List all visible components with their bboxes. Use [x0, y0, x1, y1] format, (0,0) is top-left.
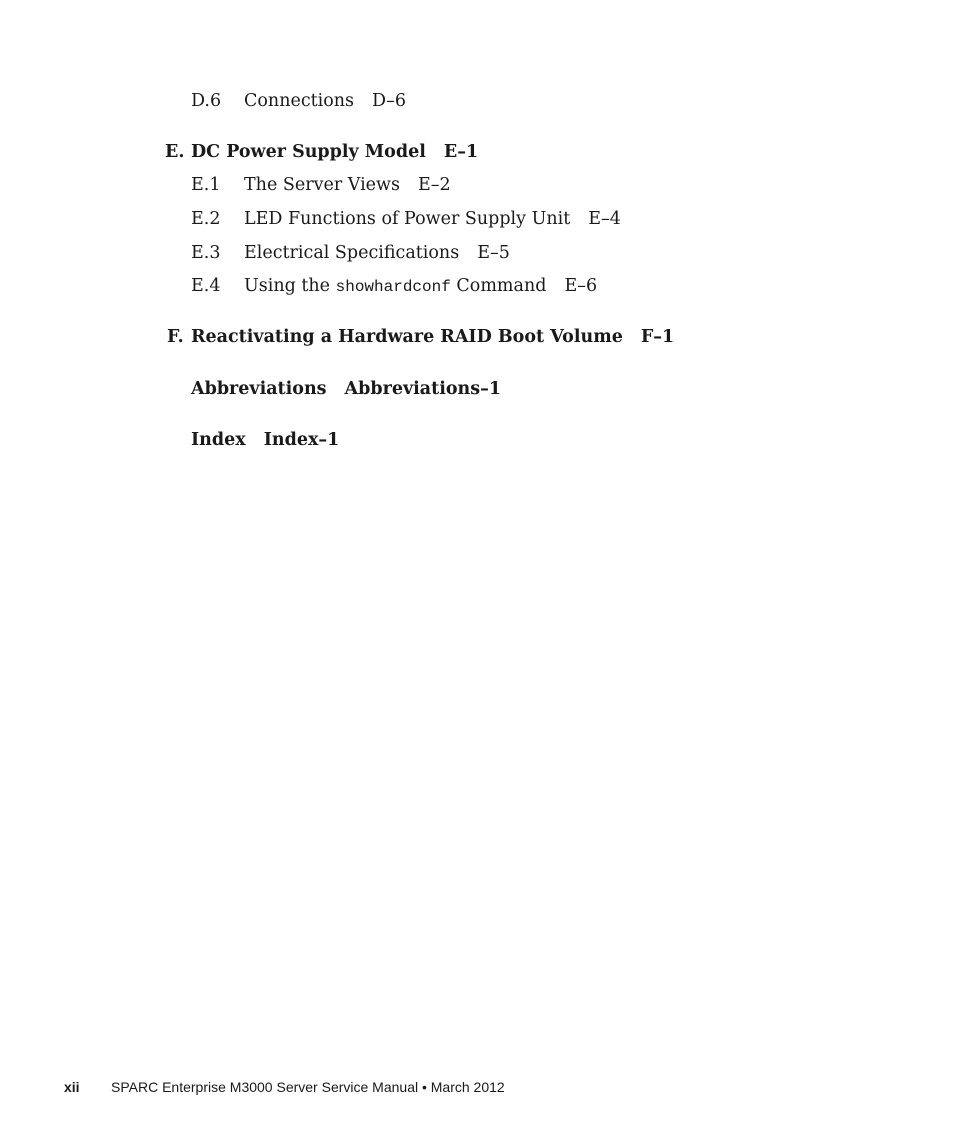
toc-number: D.6 [191, 91, 222, 111]
toc-page: Index–1 [263, 430, 340, 450]
toc-title: Index [191, 430, 246, 450]
page-footer [64, 1077, 505, 1097]
toc-number: E.1 [191, 175, 221, 195]
toc-title: Connections [244, 91, 355, 111]
toc-page: E–1 [443, 142, 479, 162]
toc-page: E–6 [564, 276, 598, 296]
toc-title: Electrical Specifications [244, 243, 460, 263]
footer-text: SPARC Enterprise M3000 Server Service Manual • March 2012 [111, 1079, 505, 1095]
page-number: xii [64, 1079, 80, 1095]
toc-page: D–6 [372, 91, 406, 111]
toc-number: E.2 [191, 209, 221, 229]
toc-number: E. [165, 142, 185, 162]
toc-page: F–1 [640, 327, 675, 347]
toc-number: E.3 [191, 243, 221, 263]
toc-page: E–2 [418, 175, 451, 195]
toc-title: The Server Views [244, 175, 400, 195]
toc-number: F. [167, 327, 184, 347]
toc-title-pre: Using the [244, 276, 331, 296]
toc-number: E.4 [191, 276, 221, 296]
toc-page: E–5 [477, 243, 510, 263]
toc-title-post: Command [456, 276, 547, 296]
toc-title: Reactivating a Hardware RAID Boot Volume [191, 327, 623, 347]
toc-title: DC Power Supply Model [191, 142, 426, 162]
toc-title: LED Functions of Power Supply Unit [244, 209, 571, 229]
toc-title: Abbreviations [191, 379, 327, 399]
toc-page: E–4 [588, 209, 621, 229]
toc-page: Abbreviations–1 [344, 379, 502, 399]
toc-title-command: showhardconf [335, 278, 451, 296]
